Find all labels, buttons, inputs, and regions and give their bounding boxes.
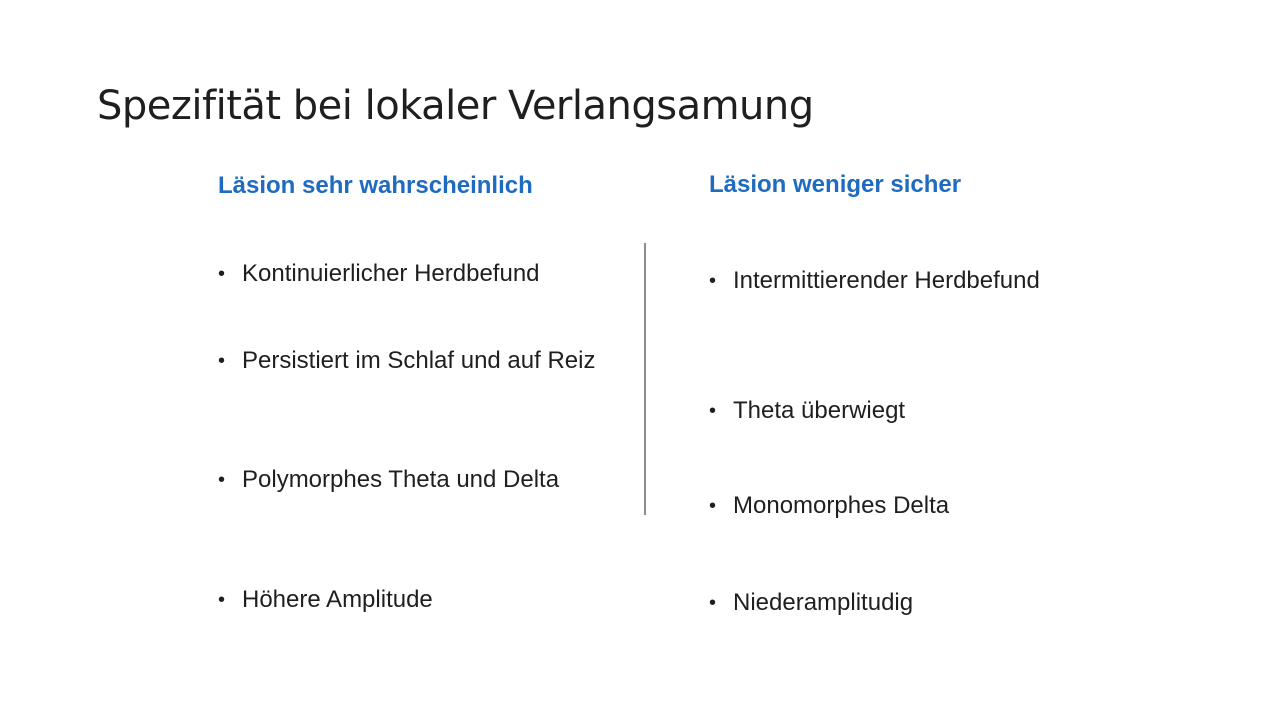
list-item [709,265,1069,297]
list-item [218,464,618,496]
list-item-text: Monomorphes Delta [733,492,950,519]
left-column-heading: Läsion sehr wahrscheinlich [218,172,533,199]
list-item-text: Intermittierender Herdbefund [733,267,1040,294]
bullet-icon: • [709,495,717,517]
list-item-text: Persistiert im Schlaf und auf Reiz [242,347,596,374]
column-divider [644,243,646,515]
bullet-icon: • [709,400,717,422]
list-item [709,587,1069,619]
list-item-text: Niederamplitudig [733,589,914,616]
bullet-icon: • [218,350,226,372]
bullet-icon: • [709,270,717,292]
list-item [709,490,1069,522]
list-item [709,395,1069,427]
bullet-icon: • [218,589,226,611]
bullet-icon: • [709,592,717,614]
list-item [218,345,618,377]
list-item-text: Theta überwiegt [733,397,906,424]
list-item-text: Höhere Amplitude [242,586,433,613]
right-column-heading: Läsion weniger sicher [709,171,962,198]
bullet-icon: • [218,469,226,491]
list-item [218,258,618,290]
list-item [218,584,618,616]
list-item-text: Kontinuierlicher Herdbefund [242,260,540,287]
slide-title: Spezifität bei lokaler Verlangsamung [97,83,814,129]
list-item-text: Polymorphes Theta und Delta [242,466,560,493]
bullet-icon: • [218,263,226,285]
